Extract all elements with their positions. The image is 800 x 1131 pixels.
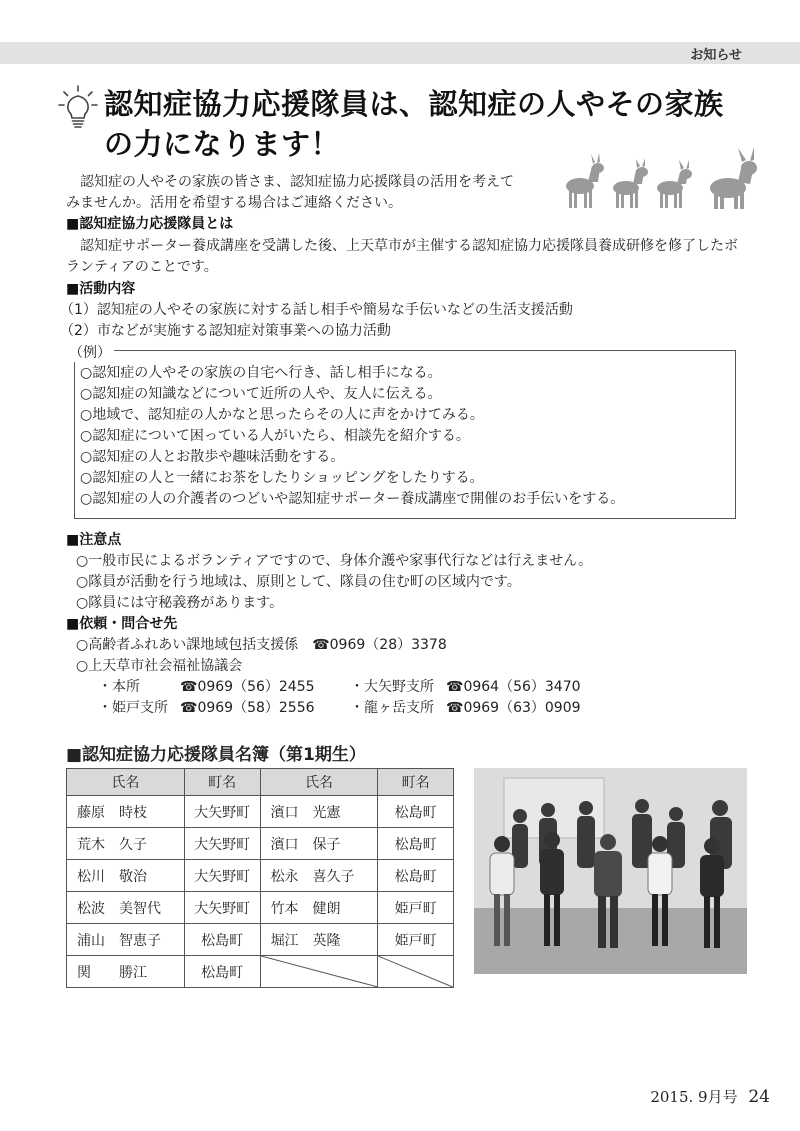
contact-office-2: ○上天草市社会福祉協議会 [76,658,243,674]
member-name: 濱口 保子 [260,828,378,860]
member-town: 松島町 [378,828,454,860]
member-name: 松永 喜久子 [260,860,378,892]
about-line-2: ランティアのことです。 [66,259,218,275]
member-name: 濱口 光憲 [260,796,378,828]
table-row [67,956,454,988]
notes-heading: ■注意点 [66,532,122,548]
empty-cell [378,956,454,988]
member-town: 大矢野町 [184,860,260,892]
member-town: 松島町 [378,796,454,828]
member-name: 松波 美智代 [67,892,185,924]
activity-item-1: （1）認知症の人やその家族に対する話し相手や簡易な手伝いなどの生活支援活動 [60,302,573,318]
member-town: 松島町 [184,956,260,988]
member-town: 松島町 [184,924,260,956]
member-town: 大矢野町 [184,828,260,860]
example-item-7: ○認知症の人の介護者のつどいや認知症サポーター養成講座で開催のお手伝いをする。 [80,491,625,507]
member-town: 大矢野町 [184,892,260,924]
title-line-2: の力になります！ [104,127,341,161]
note-item-1: ○一般市民によるボランティアですので、身体介護や家事代行などは行えません。 [76,553,593,569]
member-name: 浦山 智恵子 [67,924,185,956]
contact-heading: ■依頼・問合せ先 [66,616,178,632]
member-name: 竹本 健朗 [260,892,378,924]
table-row [67,924,454,956]
branch-tel-3: ☎0969（58）2556 [180,700,315,716]
about-line-1: 認知症サポーター養成講座を受講した後、上天草市が主催する認知症協力応援隊員養成研修を修了したボ [66,238,738,254]
member-town: 姫戸町 [378,892,454,924]
header-name-2: 氏名 [260,769,378,796]
section-tag: お知らせ [690,48,742,63]
table-row [67,892,454,924]
member-name: 関 勝江 [67,956,185,988]
note-item-3: ○隊員には守秘義務があります。 [76,595,284,611]
table-row [67,860,454,892]
header-bar [0,42,800,64]
branch-name-4: ・龍ヶ岳支所 [350,700,434,716]
activity-item-2: （2）市などが実施する認知症対策事業への協力活動 [60,323,391,339]
member-town: 姫戸町 [378,924,454,956]
table-row [67,828,454,860]
branch-tel-2: ☎0964（56）3470 [446,679,581,695]
example-item-5: ○認知症の人とお散歩や趣味活動をする。 [80,449,345,465]
member-town: 大矢野町 [184,796,260,828]
member-name: 堀江 英隆 [260,924,378,956]
intro-line-1: 認知症の人やその家族の皆さま、認知症協力応援隊員の活用を考えて [66,174,514,190]
member-name: 荒木 久子 [67,828,185,860]
example-item-3: ○地域で、認知症の人かなと思ったらその人に声をかけてみる。 [80,407,484,423]
about-heading: ■認知症協力応援隊員とは [66,216,234,232]
lightbulb-icon [58,84,98,130]
branch-name-1: ・本所 [98,679,140,695]
member-town: 松島町 [378,860,454,892]
member-name: 松川 敬治 [67,860,185,892]
example-label: （例） [66,342,114,362]
roster-header-row [67,769,454,796]
header-name-1: 氏名 [67,769,185,796]
roster-title: ■認知症協力応援隊員名簿（第1期生） [66,745,366,765]
header-town-2: 町名 [378,769,454,796]
header-town-1: 町名 [184,769,260,796]
roster-table [66,768,454,988]
donkey-illustration [562,146,762,212]
branch-tel-4: ☎0969（63）0909 [446,700,581,716]
activities-heading: ■活動内容 [66,281,136,297]
branch-name-2: ・大矢野支所 [350,679,434,695]
branch-name-3: ・姫戸支所 [98,700,168,716]
member-name: 藤原 時枝 [67,796,185,828]
table-row [67,796,454,828]
empty-cell [260,956,378,988]
example-item-1: ○認知症の人やその家族の自宅へ行き、話し相手になる。 [80,365,442,381]
contact-office-1: ○高齢者ふれあい課地域包括支援係 ☎0969（28）3378 [76,637,447,653]
example-item-4: ○認知症について困っている人がいたら、相談先を紹介する。 [80,428,470,444]
intro-line-2: みませんか。活用を希望する場合はご連絡ください。 [66,195,402,211]
page-number: 24 [748,1087,770,1107]
branch-tel-1: ☎0969（56）2455 [180,679,315,695]
example-item-2: ○認知症の知識などについて近所の人や、友人に伝える。 [80,386,442,402]
page-footer [650,1086,770,1107]
title-line-1: 認知症協力応援隊員は、認知症の人やその家族 [104,87,724,121]
example-item-6: ○認知症の人と一緒にお茶をしたりショッピングをしたりする。 [80,470,484,486]
note-item-2: ○隊員が活動を行う地域は、原則として、隊員の住む町の区域内です。 [76,574,521,590]
issue-label: 2015. 9月号 [650,1088,738,1106]
group-photo [474,768,747,974]
